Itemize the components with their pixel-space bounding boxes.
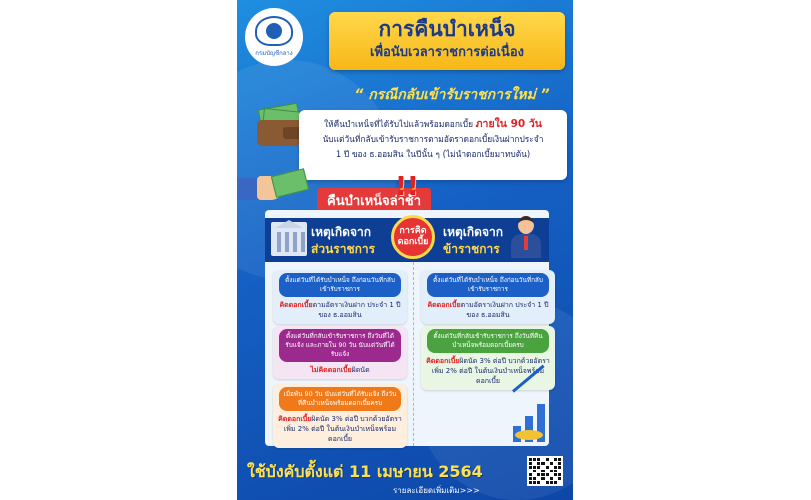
hand-giving-money-icon — [237, 168, 315, 206]
official-cause-line-1: เหตุเกิดจาก — [443, 225, 503, 239]
right-card-2-period: ตั้งแต่วันที่กลับเข้ารับราชการ ถึงวันที่คืนบำเหน็จพร้อมดอกเบี้ยครบ — [427, 329, 549, 353]
interest-calculation-badge — [391, 215, 435, 259]
left-card-1-rule — [273, 297, 407, 324]
case-heading: “ กรณีกลับเข้ารับราชการใหม่ ” — [354, 87, 550, 103]
government-building-icon — [271, 222, 307, 256]
rule-line-1-text: ให้คืนบำเหน็จที่ได้รับไปแล้วพร้อมดอกเบี้ย — [324, 119, 476, 129]
rule-summary-box — [299, 110, 567, 180]
left-card-2 — [273, 326, 407, 379]
left-card-3-rule — [273, 411, 407, 448]
left-card-1-red: คิดดอกเบี้ย — [279, 301, 313, 309]
left-card-3 — [273, 384, 407, 448]
title-banner — [329, 12, 565, 70]
rule-line-3: 1 ปี ของ ธ.ออมสิน ในปีนั้น ๆ (ไม่นำดอกเบี้ยมาทบต้น) — [335, 149, 531, 159]
badge-line-2: ดอกเบี้ย — [397, 237, 429, 247]
official-cause-heading — [443, 224, 503, 258]
right-card-1-rule — [421, 297, 555, 324]
emblem-seal-icon — [255, 16, 293, 46]
agency-cause-heading — [311, 224, 375, 258]
right-card-1-period: ตั้งแต่วันที่ได้รับบำเหน็จ ถึงก่อนวันที่กลับเข้ารับราชการ — [427, 273, 549, 297]
right-card-2-red: คิดดอกเบี้ย — [426, 357, 460, 365]
qr-code-icon[interactable] — [527, 456, 563, 486]
infographic-poster — [237, 0, 573, 500]
agency-cause-line-2: ส่วนราชการ — [311, 242, 376, 256]
page-title: การคืนบำเหน็จ — [378, 17, 516, 41]
right-card-2-body: ผิดนัด 3% ต่อปี บวกด้วยอัตราเพิ่ม 2% ต่อปี ในต้นเงินบำเหน็จพร้อมดอกเบี้ย — [431, 357, 550, 385]
comptroller-emblem-logo — [245, 8, 303, 66]
left-card-2-period: ตั้งแต่วันที่กลับเข้ารับราชการ ถึงวันที่ได้รับแจ้ง และภายใน 90 วัน นับแต่วันที่ได้รับแจ้ง — [279, 329, 401, 362]
wallet-icon — [255, 106, 305, 146]
official-cause-line-2: ข้าราชการ — [443, 242, 500, 256]
civil-servant-icon — [509, 214, 543, 258]
left-card-2-red: ไม่คิดดอกเบี้ย — [310, 366, 352, 374]
more-details-link[interactable]: รายละเอียดเพิ่มเติม>>> — [393, 486, 480, 495]
column-divider — [413, 262, 414, 446]
agency-cause-line-1: เหตุเกิดจาก — [311, 225, 371, 239]
right-card-1 — [421, 270, 555, 324]
left-card-3-body: ผิดนัด 3% ต่อปี บวกด้วยอัตราเพิ่ม 2% ต่อปี ในต้นเงินบำเหน็จพร้อมดอกเบี้ย — [283, 415, 402, 443]
left-card-1-body: ตามอัตราเงินฝาก ประจำ 1 ปี ของ ธ.ออมสิน — [312, 301, 401, 319]
left-card-1 — [273, 270, 407, 324]
deadline-highlight: ภายใน 90 วัน — [475, 118, 542, 130]
left-card-2-body: ผิดนัด — [351, 366, 370, 374]
badge-line-1: การคิด — [399, 226, 427, 236]
left-card-2-rule — [273, 362, 407, 379]
exclamation-icon: !! — [395, 172, 419, 202]
left-card-1-period: ตั้งแต่วันที่ได้รับบำเหน็จ ถึงก่อนวันที่กลับเข้ารับราชการ — [279, 273, 401, 297]
coins-icon — [515, 430, 543, 440]
effective-date: ใช้บังคับตั้งแต่ 11 เมษายน 2564 — [247, 462, 483, 481]
emblem-caption: กรมบัญชีกลาง — [255, 50, 293, 57]
late-return-label: คืนบำเหน็จล่าช้า — [317, 188, 431, 213]
rule-line-2: นับแต่วันที่กลับเข้ารับราชการตามอัตราดอกเบี้ยเงินฝากประจำ — [322, 134, 544, 144]
left-card-3-red: คิดดอกเบี้ย — [278, 415, 312, 423]
left-card-3-period: เมื่อพ้น 90 วัน นับแต่วันที่ได้รับแจ้ง ถึงวันที่คืนบำเหน็จพร้อมดอกเบี้ยครบ — [279, 387, 401, 411]
page-subtitle: เพื่อนับเวลาราชการต่อเนื่อง — [370, 45, 524, 60]
right-card-1-red: คิดดอกเบี้ย — [427, 301, 461, 309]
right-card-1-body: ตามอัตราเงินฝาก ประจำ 1 ปี ของ ธ.ออมสิน — [460, 301, 549, 319]
right-card-2 — [421, 326, 555, 390]
rule-line-1 — [307, 117, 559, 132]
